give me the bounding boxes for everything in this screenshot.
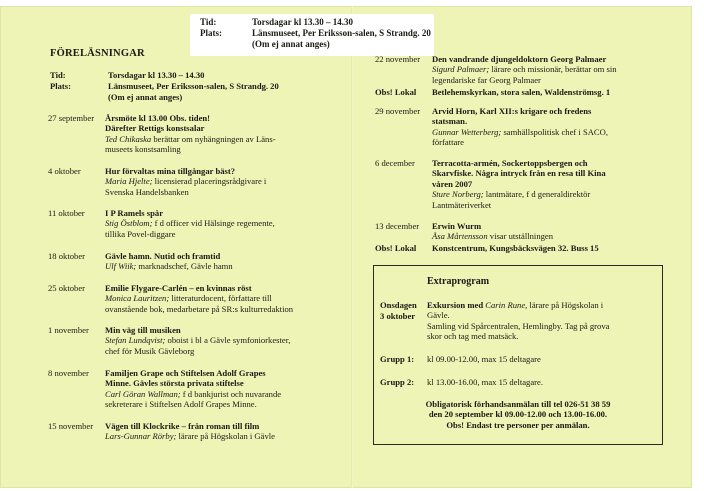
excursion-date-2: 3 oktober bbox=[380, 311, 416, 321]
item-title: Emilie Flygare-Carlén – en kvinnas röst bbox=[105, 283, 252, 293]
item-date: 13 december bbox=[375, 221, 420, 231]
excursion-meeting: Samling vid Spårcentralen, Hemlingby. Tag på grova bbox=[427, 320, 610, 331]
item-desc-cont: museets konstsamling bbox=[105, 144, 181, 155]
item-desc: f d bankjurist och nuvarande bbox=[180, 388, 282, 399]
item-desc: marknadschef, Gävle hamn bbox=[136, 261, 233, 272]
item-speaker: Ulf Wiik; bbox=[105, 261, 137, 272]
overlay-tid-value: Torsdagar kl 13.30 – 14.30 bbox=[252, 17, 354, 27]
group-2-text: kl 13.00-16.00, max 15 deltagare. bbox=[427, 377, 543, 387]
overlay-plats-value: Länsmuseet, Per Eriksson-salen, S Strandg. 20 bbox=[252, 28, 431, 38]
item-title: Årsmöte kl 13.00 Obs. tiden! bbox=[105, 113, 211, 123]
item-desc-cont: Svenska Handelsbanken bbox=[105, 186, 189, 197]
registration-line-2: den 20 september kl 09.00-12.00 och 13.00-16.00. bbox=[428, 409, 608, 420]
item-date: 1 november bbox=[48, 325, 89, 335]
obs-lokal-label: Obs! Lokal bbox=[375, 87, 417, 97]
item-speaker: Monica Lauritzen; bbox=[105, 293, 170, 304]
obs-lokal-text: Konstcentrum, Kungsbäcksvägen 32. Buss 15 bbox=[432, 243, 599, 253]
obs-lokal-label: Obs! Lokal bbox=[375, 243, 417, 253]
plats-value: Länsmuseet, Per Eriksson-salen, S Strandg. 20 bbox=[108, 81, 279, 91]
group-2-label: Grupp 2: bbox=[380, 377, 415, 387]
item-title: Vägen till Klockrike – från roman till film bbox=[105, 421, 260, 431]
item-desc: samhällspolitisk chef i SACO, bbox=[501, 126, 609, 137]
fold-line bbox=[351, 6, 353, 488]
item-line: Skarvfiske. Några intryck från en resa till Kina bbox=[432, 168, 606, 179]
overlay-plats-label: Plats: bbox=[200, 28, 222, 38]
item-desc: lärare och missionär, berättar om sin bbox=[489, 64, 617, 75]
item-date: 4 oktober bbox=[48, 166, 81, 176]
registration-info bbox=[374, 399, 662, 430]
item-title: Min väg till musiken bbox=[105, 325, 181, 335]
item-speaker: Sture Norberg; bbox=[432, 189, 484, 200]
item-speaker: Stig Östblom; bbox=[105, 218, 153, 229]
item-title: Hur förvaltas mina tillgångar bäst? bbox=[105, 166, 236, 176]
tid-label: Tid: bbox=[50, 70, 66, 80]
item-title: Terracotta-armén, Sockertoppsbergen och bbox=[432, 158, 588, 168]
item-date: 25 oktober bbox=[48, 283, 85, 293]
item-speaker: Maria Hjelte; bbox=[105, 176, 153, 187]
item-desc-cont: legendariske far Georg Palmaer bbox=[432, 74, 541, 85]
item-speaker: Sigurd Palmaer; bbox=[432, 64, 490, 75]
extraprogram-box bbox=[373, 265, 663, 445]
excursion-label: Exkursion med bbox=[427, 300, 486, 310]
overlay-note: (Om ej annat anges) bbox=[252, 39, 330, 49]
item-title: Arvid Horn, Karl XII:s krigare och fredens bbox=[432, 106, 592, 116]
item-date: 18 oktober bbox=[48, 251, 85, 261]
item-desc: licensierad placeringsrådgivare i bbox=[152, 176, 267, 187]
registration-line-1: Obligatorisk förhandsanmälan till tel 026-51 38 59 bbox=[425, 399, 611, 409]
plats-label: Plats: bbox=[50, 81, 72, 91]
registration-line-3: Obs! Endast tre personer per anmälan. bbox=[446, 419, 590, 430]
item-title: I P Ramels spår bbox=[105, 208, 164, 218]
item-speaker: Carl Göran Wallman; bbox=[105, 388, 181, 399]
item-date: 6 december bbox=[375, 158, 415, 168]
item-desc-cont: ovanstående bok, medarbetare på SR:s kulturredaktion bbox=[105, 303, 294, 314]
item-desc: visar utställningen bbox=[487, 231, 554, 242]
item-line: Därefter Rettigs konstsalar bbox=[105, 123, 205, 134]
item-speaker: Åsa Mårtensson bbox=[432, 231, 488, 242]
item-speaker: Gunnar Wetterberg; bbox=[432, 126, 502, 137]
item-title: Gävle hamn. Nutid och framtid bbox=[105, 251, 221, 261]
item-speaker: Ted Chikaska bbox=[105, 133, 152, 144]
excursion-desc-cont: Gävle. bbox=[427, 310, 450, 321]
schedule-label-overlay bbox=[190, 14, 434, 56]
item-desc-cont: Lantmäteriverket bbox=[432, 199, 492, 210]
excursion-meeting-cont: skor och tag med matsäck. bbox=[427, 331, 519, 342]
item-date: 22 november bbox=[375, 54, 421, 64]
item-desc-cont: chef för Musik Gävleborg bbox=[105, 345, 195, 356]
item-desc-cont: tillika Povel-diggare bbox=[105, 228, 176, 239]
section-heading: FÖRELÄSNINGAR bbox=[50, 48, 145, 59]
item-date: 29 november bbox=[375, 106, 421, 116]
item-desc: litteraturdocent, författare till bbox=[169, 293, 272, 304]
item-line: Minne. Gävles största privata stiftelse bbox=[105, 378, 244, 389]
list-item bbox=[48, 113, 348, 157]
item-desc-cont: författare bbox=[432, 137, 464, 148]
item-title: Erwin Wurm bbox=[432, 221, 482, 231]
tid-value: Torsdagar kl 13.30 – 14.30 bbox=[108, 70, 205, 80]
item-desc: f d officer vid Hälsinge regemente, bbox=[152, 218, 275, 229]
item-desc-cont: sekreterare i Stiftelsen Adolf Grapes Minne. bbox=[105, 399, 257, 410]
item-desc: berättar om nyhängningen av Läns- bbox=[151, 133, 276, 144]
group-1-label: Grupp 1: bbox=[380, 354, 415, 364]
item-speaker: Stefan Lundqvist; bbox=[105, 335, 166, 346]
item-title: Den vandrande djungeldoktorn Georg Palmaer bbox=[432, 54, 607, 64]
item-speaker: Lars-Gunnar Rörby; bbox=[105, 431, 177, 442]
item-date: 11 oktober bbox=[48, 208, 85, 218]
obs-lokal-text: Betlehemskyrkan, stora salen, Waldenströmsg. 1 bbox=[432, 87, 611, 97]
note: (Om ej annat anges) bbox=[108, 92, 183, 102]
overlay-tid-label: Tid: bbox=[200, 17, 217, 27]
excursion-leader: Carin Rune, bbox=[485, 300, 528, 310]
item-date: 15 november bbox=[48, 421, 94, 431]
item-date: 8 november bbox=[48, 368, 89, 378]
item-desc: lärare på Högskolan i Gävle bbox=[176, 431, 275, 442]
excursion-date-1: Onsdagen bbox=[380, 300, 417, 310]
item-desc: lantmätare, f d generaldirektör bbox=[483, 189, 591, 200]
extraprogram-title: Extraprogram bbox=[427, 276, 490, 287]
item-desc: oboist i bl a Gävle symfoniorkester, bbox=[165, 335, 291, 346]
item-date: 27 september bbox=[48, 113, 95, 123]
item-line: våren 2007 bbox=[432, 178, 473, 189]
item-line: statsman. bbox=[432, 116, 468, 127]
excursion-desc: lärare på Högskolan i bbox=[527, 300, 604, 310]
item-title: Familjen Grape och Stiftelsen Adolf Grapes bbox=[105, 368, 266, 378]
group-1-text: kl 09.00-12.00, max 15 deltagare bbox=[427, 354, 541, 364]
